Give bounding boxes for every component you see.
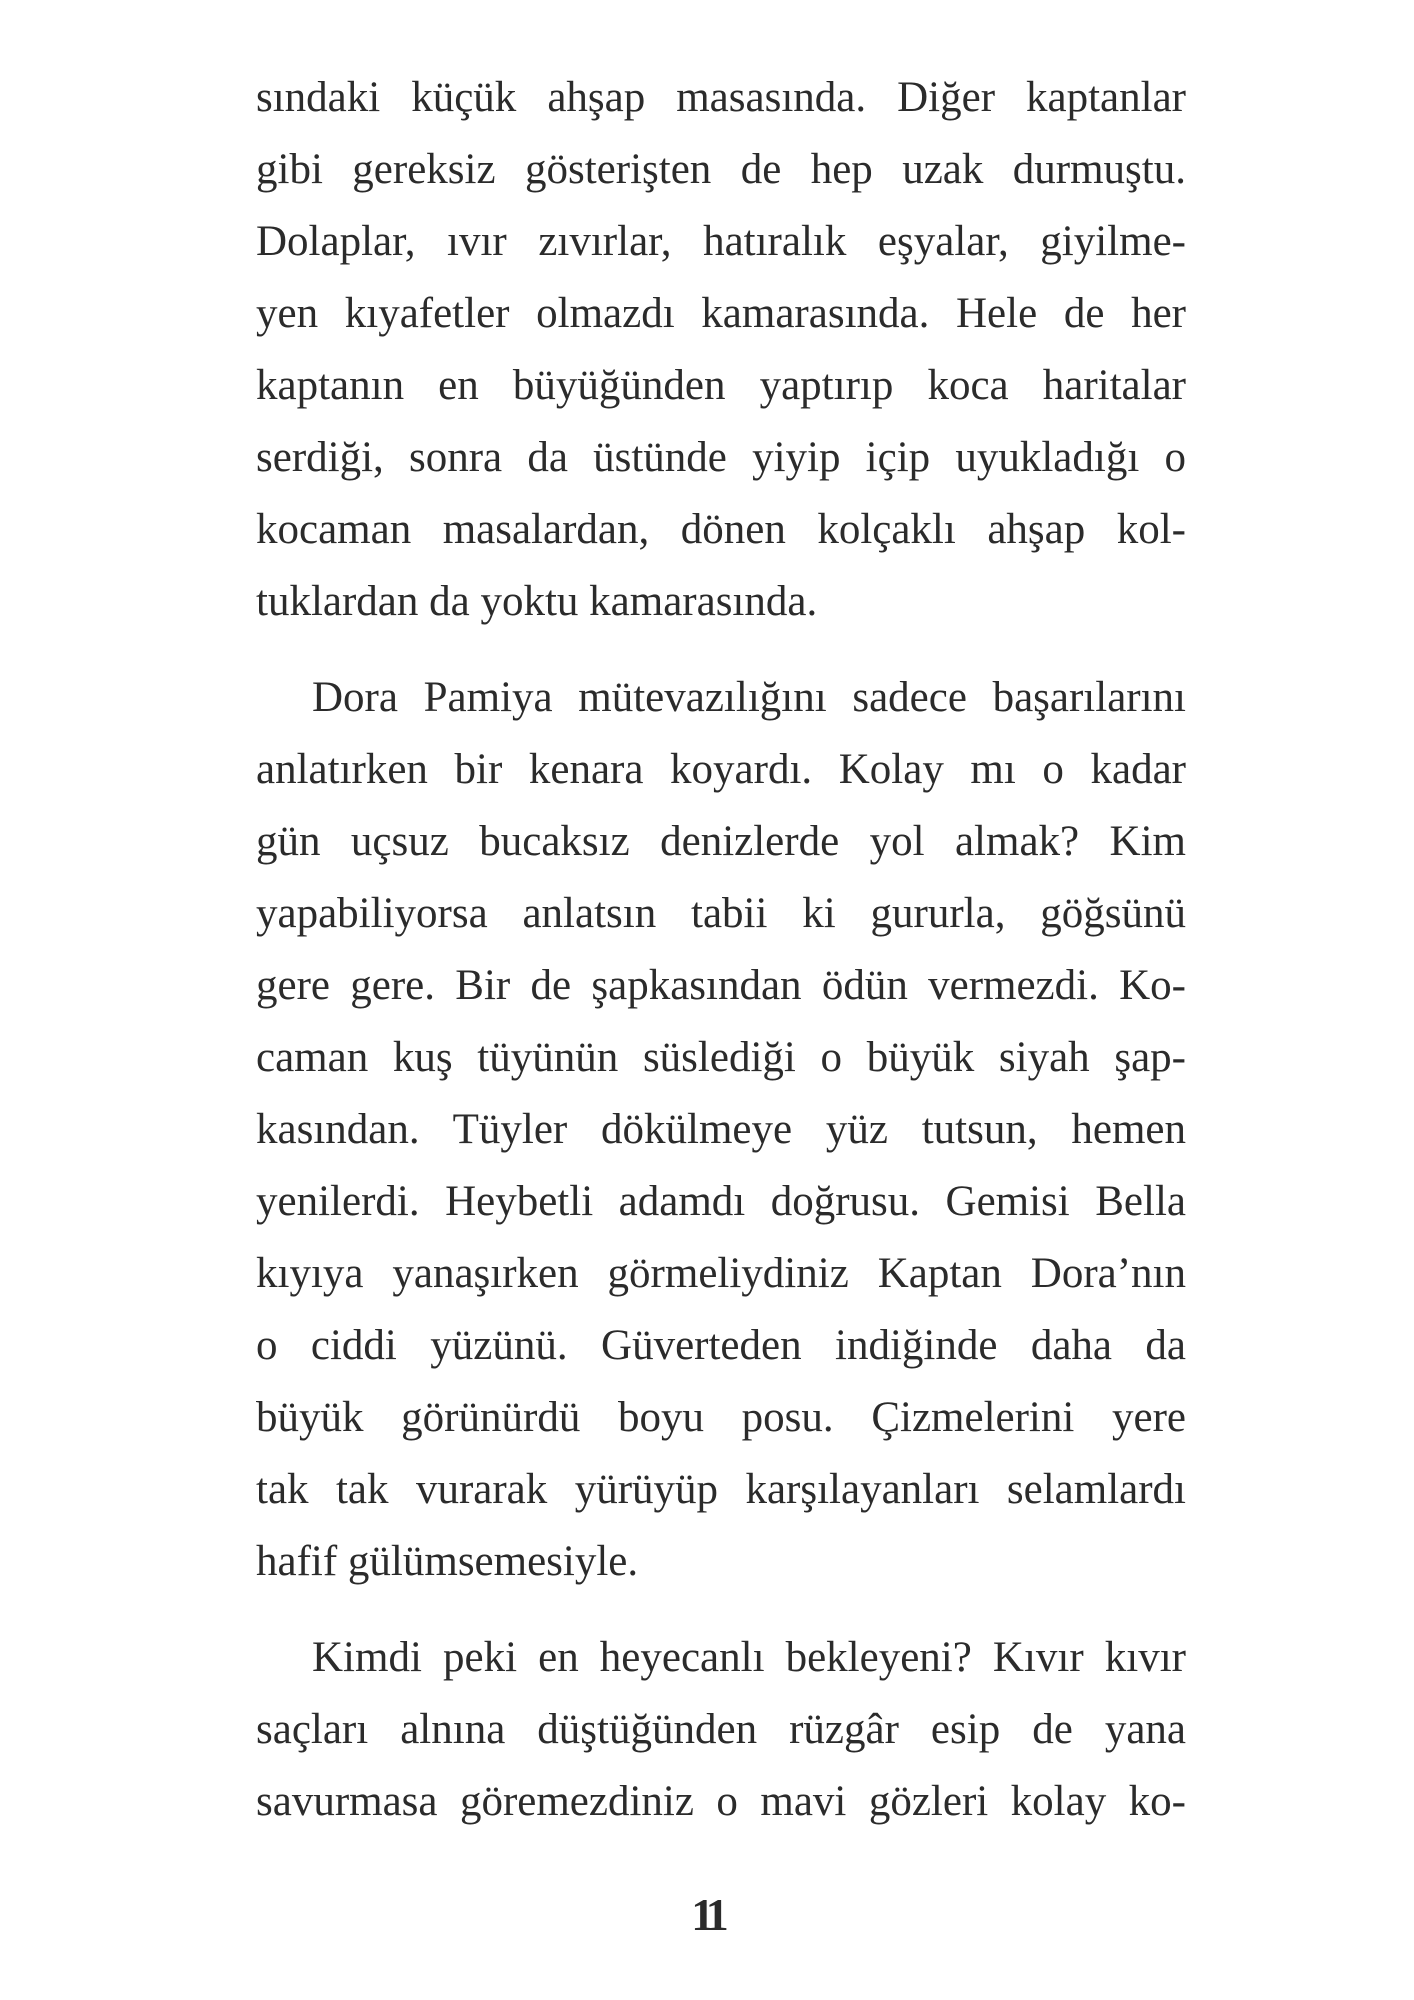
text-line: serdiği, sonra da üstünde yiyip içip uyukladığı o — [256, 434, 1186, 481]
page-number: 11 — [691, 1889, 723, 1940]
text-line: savurmasa göremezdiniz o mavi gözleri kolay ko- — [256, 1778, 1186, 1825]
text-line: yen kıyafetler olmazdı kamarasında. Hele de her — [256, 290, 1186, 337]
text-line: Dora Pamiya mütevazılığını sadece başarılarını — [312, 674, 1186, 721]
text-line: kıyıya yanaşırken görmeliydiniz Kaptan Dora’nın — [256, 1250, 1186, 1297]
paragraph-3 — [256, 1622, 1186, 1838]
text-line: anlatırken bir kenara koyardı. Kolay mı o kadar — [256, 746, 1186, 793]
text-line: saçları alnına düştüğünden rüzgâr esip de yana — [256, 1706, 1186, 1753]
text-line: Dolaplar, ıvır zıvırlar, hatıralık eşyalar, giyilme- — [256, 218, 1186, 265]
text-line: yenilerdi. Heybetli adamdı doğrusu. Gemisi Bella — [256, 1178, 1186, 1225]
text-line: büyük görünürdü boyu posu. Çizmelerini yere — [256, 1394, 1186, 1441]
paragraph-1 — [256, 62, 1186, 638]
text-line: o ciddi yüzünü. Güverteden indiğinde daha da — [256, 1322, 1186, 1369]
text-line: kaptanın en büyüğünden yaptırıp koca haritalar — [256, 362, 1186, 409]
text-line: gibi gereksiz gösterişten de hep uzak durmuştu. — [256, 146, 1186, 193]
text-line: tuklardan da yoktu kamarasında. — [256, 578, 818, 625]
text-line: gere gere. Bir de şapkasından ödün vermezdi. Ko- — [256, 962, 1186, 1009]
paragraph-2 — [256, 662, 1186, 1598]
text-line: kocaman masalardan, dönen kolçaklı ahşap kol- — [256, 506, 1186, 553]
text-line: hafif gülümsemesiyle. — [256, 1538, 639, 1585]
text-line: gün uçsuz bucaksız denizlerde yol almak? Kim — [256, 818, 1186, 865]
text-line: kasından. Tüyler dökülmeye yüz tutsun, hemen — [256, 1106, 1186, 1153]
text-line: Kimdi peki en heyecanlı bekleyeni? Kıvır kıvır — [312, 1634, 1186, 1681]
text-line: sındaki küçük ahşap masasında. Diğer kaptanlar — [256, 74, 1186, 121]
text-line: yapabiliyorsa anlatsın tabii ki gururla, göğsünü — [256, 890, 1186, 937]
text-line: caman kuş tüyünün süslediği o büyük siyah şap- — [256, 1034, 1186, 1081]
text-line: tak tak vurarak yürüyüp karşılayanları selamlardı — [256, 1466, 1186, 1513]
body-text — [256, 62, 1186, 1838]
